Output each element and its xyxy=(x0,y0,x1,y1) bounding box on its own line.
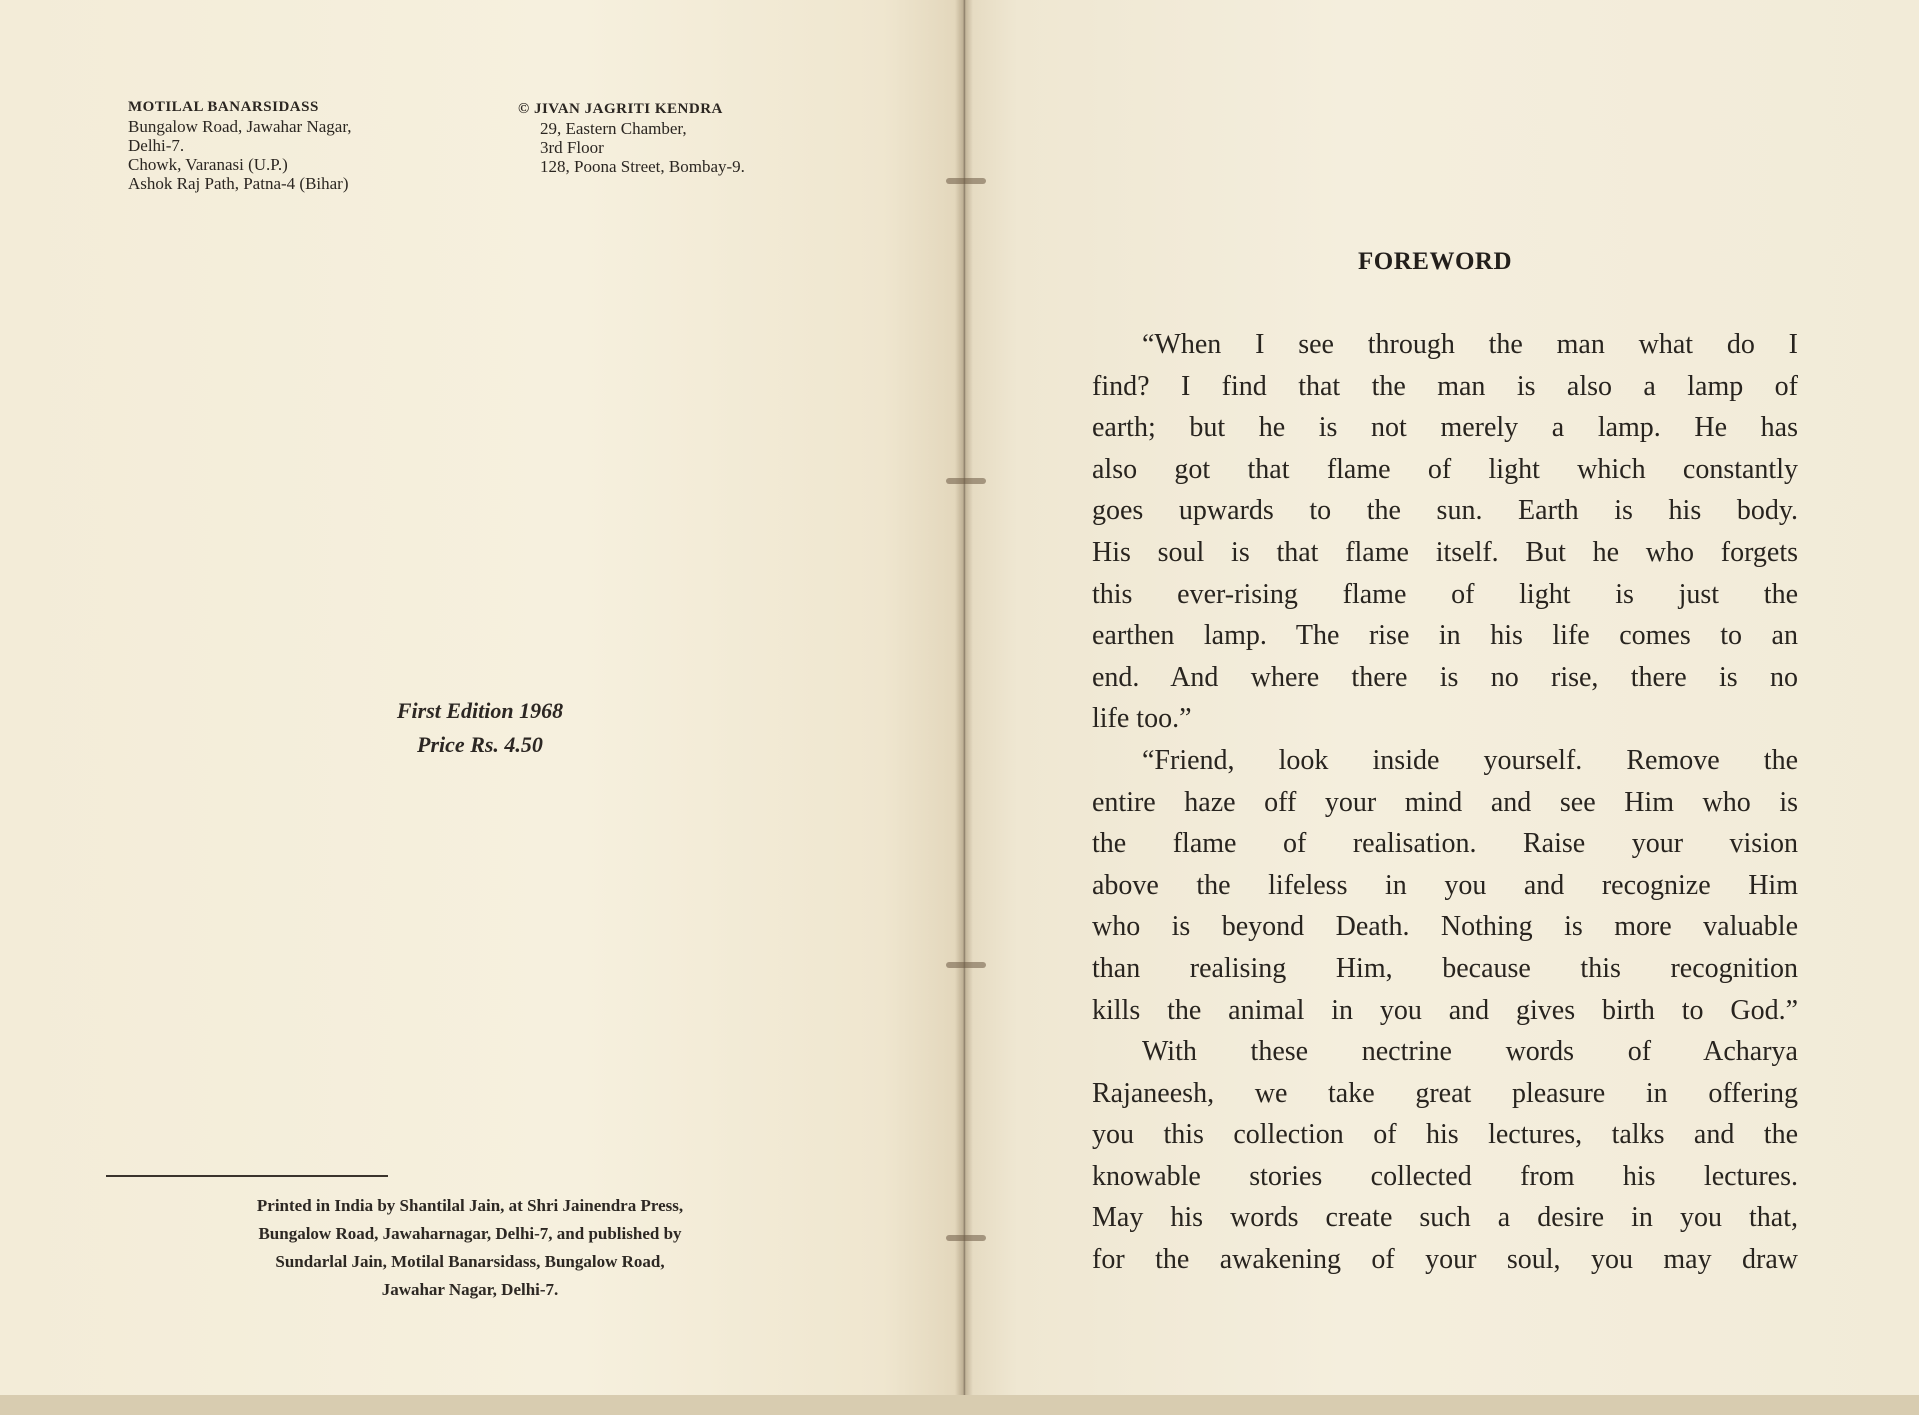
text-line: With these nectrine words of Acharya xyxy=(1142,1036,1798,1068)
divider-rule xyxy=(106,1175,388,1177)
text-line: above the lifeless in you and recognize Him xyxy=(1092,869,1798,901)
copyright-holder: © JIVAN JAGRITI KENDRA xyxy=(518,101,723,117)
left-page xyxy=(0,0,960,1400)
publisher-address-line: Delhi-7. xyxy=(128,136,185,155)
foreword-body xyxy=(1092,324,1798,1281)
text-line: this ever-rising flame of light is just the xyxy=(1092,578,1798,610)
publisher-imprint xyxy=(128,98,352,193)
foreword-title: FOREWORD xyxy=(1358,248,1512,275)
copyright-address-line: 29, Eastern Chamber, xyxy=(540,119,687,138)
text-line: also got that flame of light which constantly xyxy=(1092,453,1798,485)
book-gutter xyxy=(955,0,973,1400)
printer-line: Sundarlal Jain, Motilal Banarsidass, Bungalow Road, xyxy=(275,1252,665,1271)
printer-line: Bungalow Road, Jawaharnagar, Delhi-7, and published by xyxy=(258,1224,682,1243)
printer-line: Printed in India by Shantilal Jain, at Shri Jainendra Press, xyxy=(256,1196,684,1215)
publisher-address-line: Ashok Raj Path, Patna-4 (Bihar) xyxy=(128,174,349,193)
text-line: knowable stories collected from his lectures. xyxy=(1092,1160,1798,1192)
binding-stitch xyxy=(946,178,986,184)
binding-stitch xyxy=(946,478,986,484)
text-line: than realising Him, because this recognition xyxy=(1092,952,1798,984)
text-line: goes upwards to the sun. Earth is his body. xyxy=(1092,495,1798,527)
text-line: Rajaneesh, we take great pleasure in offering xyxy=(1092,1077,1798,1109)
binding-stitch xyxy=(946,962,986,968)
text-line: May his words create such a desire in you that, xyxy=(1092,1202,1798,1234)
copyright-imprint xyxy=(518,100,745,176)
text-line: the flame of realisation. Raise your vision xyxy=(1092,828,1798,860)
publisher-address-line: Chowk, Varanasi (U.P.) xyxy=(128,155,288,174)
text-line: find? I find that the man is also a lamp of xyxy=(1092,370,1798,402)
edition-line: First Edition 1968 xyxy=(396,698,564,723)
text-line: His soul is that flame itself. But he who forgets xyxy=(1092,536,1798,568)
copyright-address-line: 128, Poona Street, Bombay-9. xyxy=(540,157,745,176)
text-line: kills the animal in you and gives birth to God.” xyxy=(1092,994,1798,1026)
text-line: for the awakening of your soul, you may draw xyxy=(1092,1244,1798,1276)
printer-line: Jawahar Nagar, Delhi-7. xyxy=(381,1280,559,1299)
text-line: earthen lamp. The rise in his life comes to an xyxy=(1092,620,1798,652)
edition-info xyxy=(330,694,630,762)
printer-info xyxy=(140,1192,800,1304)
text-line: who is beyond Death. Nothing is more valuable xyxy=(1092,911,1798,943)
publisher-address-line: Bungalow Road, Jawahar Nagar, xyxy=(128,117,352,136)
text-line: end. And where there is no rise, there is no xyxy=(1092,661,1798,693)
text-line: “Friend, look inside yourself. Remove the xyxy=(1142,744,1798,776)
publisher-name: MOTILAL BANARSIDASS xyxy=(128,99,319,115)
copyright-address-line: 3rd Floor xyxy=(540,138,604,157)
text-line: entire haze off your mind and see Him who is xyxy=(1092,786,1798,818)
binding-stitch xyxy=(946,1235,986,1241)
page-edge-shadow xyxy=(0,1395,1919,1415)
price-line: Price Rs. 4.50 xyxy=(417,732,543,757)
text-line: life too.” xyxy=(1092,703,1192,735)
text-line: earth; but he is not merely a lamp. He has xyxy=(1092,412,1798,444)
text-line: “When I see through the man what do I xyxy=(1142,329,1798,360)
text-line: you this collection of his lectures, talks and the xyxy=(1092,1119,1798,1151)
